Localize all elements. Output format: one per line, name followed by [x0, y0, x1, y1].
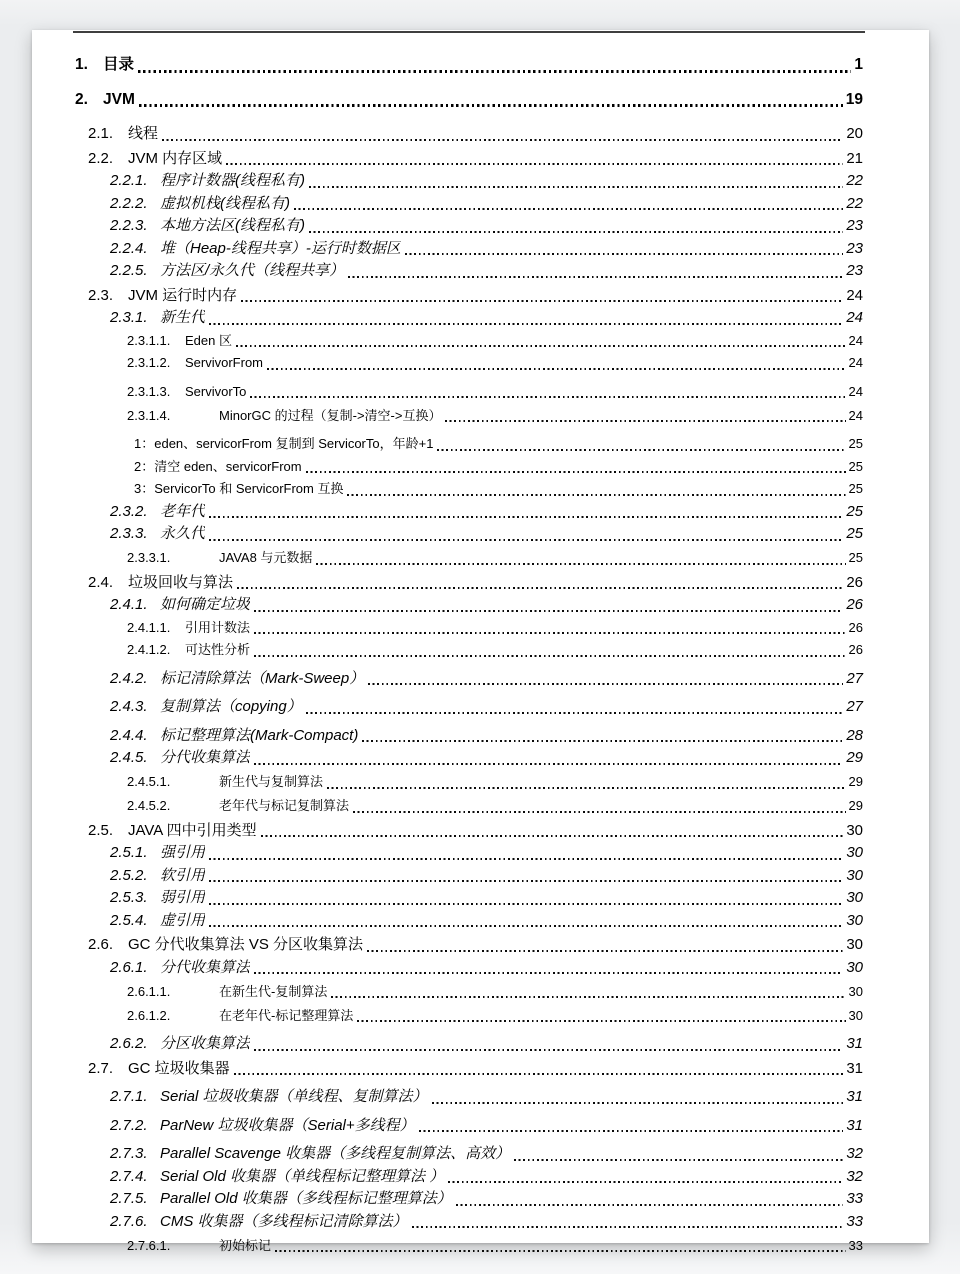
toc-entry[interactable] [32, 238, 929, 261]
toc-entry-number: 2.7.6.1. [127, 1237, 171, 1253]
toc-entry-number: 2.3.3. [110, 525, 148, 542]
dot-leader [368, 683, 843, 685]
toc-entry-label: 垃圾回收与算法 [128, 573, 234, 591]
toc-entry-label: GC 垃圾收集器 [128, 1059, 230, 1077]
toc-entry-page-number: 27 [846, 698, 863, 715]
toc-entry[interactable] [32, 193, 929, 216]
toc-entry-page-number: 1 [854, 56, 863, 73]
toc-entry-label: 线程 [128, 125, 159, 142]
toc-entry[interactable] [32, 1033, 929, 1056]
toc-entry[interactable] [32, 887, 929, 910]
toc-entry-page-number: 25 [848, 481, 863, 496]
toc-entry-number: 2.3.1. [110, 309, 148, 326]
toc-entry-number: 2.5.1. [110, 844, 148, 861]
toc-entry-page-number: 24 [848, 383, 863, 399]
toc-entry-label: 虚引用 [160, 911, 206, 929]
toc-entry-label: Serial 垃圾收集器（单线程、复制算法） [160, 1088, 428, 1105]
toc-entry-label: 分区收集算法 [160, 1035, 251, 1052]
toc-entry[interactable] [32, 771, 929, 794]
toc-entry-number: 2.3.1.2. [127, 355, 171, 370]
toc-entry-page-number: 27 [846, 669, 863, 687]
toc-entry-number: 2.5.2. [110, 866, 148, 884]
toc-entry-label: 本地方法区(线程私有) [160, 217, 305, 234]
toc-entry-page-number: 30 [846, 911, 863, 929]
toc-entry[interactable] [32, 1143, 929, 1166]
toc-entry-number: 2.3.1.1. [127, 332, 171, 348]
dot-leader [254, 1049, 843, 1051]
dot-leader [209, 858, 843, 860]
toc-entry-page-number: 31 [846, 1035, 863, 1052]
toc-entry-page-number: 32 [846, 1145, 863, 1162]
toc-entry-number: 2.5.4. [110, 911, 148, 929]
toc-entry-label: 3：ServicorTo 和 ServicorFrom 互换 [134, 481, 344, 496]
toc-entry-label: 标记清除算法（Mark-Sweep） [160, 669, 365, 687]
dot-leader [294, 208, 843, 210]
dot-leader [367, 950, 843, 952]
toc-entry-page-number: 26 [848, 619, 863, 635]
toc-entry-number: 2.4.5.2. [127, 798, 171, 813]
toc-entry-label: GC 分代收集算法 VS 分区收集算法 [128, 936, 364, 953]
toc-entry-label: Parallel Old 收集器（多线程标记整理算法） [160, 1190, 452, 1207]
toc-entry-number: 2.2.5. [110, 262, 148, 279]
toc-entry-number: 2.4.4. [110, 726, 148, 744]
dot-leader [261, 835, 844, 837]
toc-entry-page-number: 29 [846, 749, 863, 766]
toc-entry-page-number: 30 [848, 1007, 863, 1023]
toc-entry[interactable] [32, 865, 929, 888]
toc-entry[interactable] [32, 352, 929, 375]
toc-entry-label: ParNew 垃圾收集器（Serial+多线程） [160, 1116, 415, 1134]
toc-entry-label: 标记整理算法(Mark-Compact) [160, 726, 359, 744]
toc-entry-label: JVM 内存区域 [128, 149, 223, 167]
toc-entry-label: JAVA 四中引用类型 [128, 821, 257, 839]
toc-entry-page-number: 30 [848, 983, 863, 999]
dot-leader [309, 186, 843, 188]
toc-entry-label: CMS 收集器（多线程标记清除算法） [160, 1212, 408, 1230]
dot-leader [348, 276, 843, 278]
toc-entry-label: 老年代与标记复制算法 [219, 798, 350, 813]
toc-entry[interactable] [32, 285, 929, 308]
toc-entry[interactable] [32, 617, 929, 640]
dot-leader [209, 516, 843, 518]
dot-leader [357, 1020, 845, 1022]
toc-entry-page-number: 32 [846, 1167, 863, 1185]
toc-entry-label: Parallel Scavenge 收集器（多线程复制算法、高效） [160, 1145, 511, 1162]
toc-entry-number: 2.3.1.4. [127, 407, 171, 423]
toc-entry[interactable] [32, 1058, 929, 1081]
toc-entry-number: 2.7.5. [110, 1190, 148, 1207]
toc-entry-page-number: 31 [846, 1116, 863, 1134]
toc-entry-page-number: 29 [848, 774, 863, 789]
toc-entry-number: 2.7.6. [110, 1212, 148, 1230]
toc-entry-label: 可达性分析 [185, 642, 251, 657]
toc-entry-page-number: 33 [846, 1212, 863, 1230]
toc-entry-page-number: 30 [846, 958, 863, 976]
toc-entry-label: 分代收集算法 [160, 958, 251, 976]
dot-leader [412, 1226, 844, 1228]
toc-entry-number: 2.2. [88, 149, 114, 167]
dot-leader [209, 880, 843, 882]
toc-entry-label: 在新生代-复制算法 [219, 983, 328, 999]
dot-leader [138, 70, 851, 73]
toc-entry-page-number: 25 [846, 502, 863, 520]
dot-leader [162, 139, 843, 141]
toc-entry[interactable] [32, 1086, 929, 1109]
toc-entry[interactable] [32, 260, 929, 283]
toc-entry-label: 方法区/永久代（线程共享） [160, 262, 345, 279]
toc-entry-page-number: 24 [848, 355, 863, 370]
toc-entry-page-number: 28 [846, 726, 863, 744]
dot-leader [437, 449, 845, 451]
toc-entry-number: 2.7.1. [110, 1088, 148, 1105]
toc-entry[interactable] [32, 307, 929, 330]
toc-entry-label: 引用计数法 [185, 619, 251, 635]
toc-entry[interactable] [32, 523, 929, 546]
toc-entry-page-number: 25 [848, 550, 863, 565]
dot-leader [514, 1159, 843, 1161]
toc-entry-number: 2.4.1.2. [127, 642, 171, 657]
toc-entry[interactable] [32, 747, 929, 770]
toc-entry[interactable] [32, 934, 929, 957]
toc-entry-page-number: 20 [846, 125, 863, 142]
toc-entry[interactable] [32, 54, 929, 77]
toc-entry[interactable] [32, 123, 929, 146]
dot-leader [316, 563, 845, 565]
toc-entry-number: 2.3. [88, 286, 114, 304]
toc-entry-label: Eden 区 [185, 332, 232, 348]
dot-leader [254, 763, 843, 765]
dot-leader [209, 903, 843, 905]
toc-entry-number: 2.7. [88, 1059, 114, 1077]
toc-entry-page-number: 33 [846, 1190, 863, 1207]
toc-entry-number: 2.1. [88, 125, 114, 142]
toc-entry-page-number: 19 [845, 90, 863, 108]
toc-entry-page-number: 30 [846, 889, 863, 906]
toc-entry-page-number: 25 [848, 458, 863, 474]
toc-entry-label: 强引用 [160, 844, 206, 861]
toc-entry-page-number: 24 [846, 286, 863, 304]
dot-leader [250, 396, 845, 398]
toc-entry[interactable] [32, 981, 929, 1004]
toc-entry[interactable] [32, 795, 929, 818]
toc-entry[interactable] [32, 668, 929, 691]
toc-entry-label: 程序计数器(线程私有) [160, 172, 305, 189]
toc-entry-number: 1. [75, 56, 88, 73]
dot-leader [254, 972, 843, 974]
dot-leader [254, 610, 843, 612]
toc-entry-number: 2. [75, 90, 88, 108]
toc-entry-number: 2.7.3. [110, 1145, 148, 1162]
toc-entry-label: ServivorTo [185, 383, 247, 399]
toc-entry-number: 2.2.2. [110, 194, 148, 212]
toc-entry-label: 软引用 [160, 866, 206, 884]
toc-entry-number: 2.6.2. [110, 1035, 148, 1052]
toc-entry-label: 在老年代-标记整理算法 [219, 1007, 354, 1023]
toc-entry-label: 复制算法（copying） [160, 698, 302, 715]
toc-entry-number: 2.4. [88, 573, 114, 591]
toc-entry[interactable] [32, 820, 929, 843]
toc-entry-page-number: 30 [846, 936, 863, 953]
toc-entry-label: 弱引用 [160, 889, 206, 906]
toc-entry-label: 老年代 [160, 502, 206, 520]
dot-leader [254, 632, 846, 634]
toc-entry-label: 堆（Heap-线程共享）-运行时数据区 [160, 239, 401, 257]
toc-entry-page-number: 24 [846, 309, 863, 326]
dot-leader [209, 539, 843, 541]
toc-entry-page-number: 26 [846, 573, 863, 591]
toc-entry-page-number: 24 [848, 407, 863, 423]
toc-entry-label: 新生代 [160, 309, 206, 326]
dot-leader [209, 323, 843, 325]
toc-entry-number: 2.5. [88, 821, 114, 839]
dot-leader [353, 811, 846, 813]
toc-entry-page-number: 30 [846, 821, 863, 839]
toc-entry[interactable] [32, 148, 929, 171]
toc-entry[interactable] [32, 842, 929, 865]
dot-leader [226, 163, 843, 165]
toc-entry[interactable] [32, 330, 929, 353]
dot-leader [236, 345, 846, 347]
toc-entry-number: 2.6.1.1. [127, 983, 171, 999]
toc-entry-number: 2.6. [88, 936, 114, 953]
document-page [32, 30, 929, 1253]
toc-entry-label: 虚拟机栈(线程私有) [160, 194, 290, 212]
toc-entry[interactable] [32, 572, 929, 595]
dot-leader [309, 231, 843, 233]
dot-leader [275, 1250, 846, 1252]
toc-entry-number: 2.4.5.1. [127, 774, 171, 789]
toc-entry-number: 2.7.4. [110, 1167, 148, 1185]
toc-entry-page-number: 25 [846, 525, 863, 542]
dot-leader [234, 1073, 844, 1075]
toc-entry-label: JAVA8 与元数据 [219, 550, 313, 565]
toc-entry-page-number: 23 [846, 217, 863, 234]
dot-leader [139, 104, 843, 107]
toc-entry-label: 初始标记 [219, 1237, 272, 1253]
toc-entry-page-number: 31 [846, 1059, 863, 1077]
dot-leader [419, 1130, 844, 1132]
toc-entry-label: 2：清空 eden、servicorFrom [134, 458, 302, 474]
toc-entry-page-number: 31 [846, 1088, 863, 1105]
toc-entry-page-number: 23 [846, 239, 863, 257]
toc-entry[interactable] [32, 725, 929, 748]
toc-entry[interactable] [32, 547, 929, 570]
toc-entry-number: 2.2.3. [110, 217, 148, 234]
dot-leader [347, 494, 845, 496]
toc-list [32, 44, 929, 1259]
dot-leader [237, 587, 843, 589]
toc-entry[interactable] [32, 381, 929, 404]
toc-entry[interactable] [32, 215, 929, 238]
toc-entry[interactable] [32, 1211, 929, 1234]
toc-entry[interactable] [32, 89, 929, 112]
toc-entry[interactable] [32, 594, 929, 617]
toc-entry-number: 2.2.1. [110, 172, 148, 189]
dot-leader [331, 996, 845, 998]
toc-entry[interactable] [32, 1235, 929, 1258]
toc-entry-number: 2.2.4. [110, 239, 148, 257]
toc-entry[interactable] [32, 639, 929, 662]
toc-entry-page-number: 22 [846, 194, 863, 212]
toc-entry[interactable] [32, 957, 929, 980]
toc-entry-label: Serial Old 收集器（单线程标记整理算法 ） [160, 1167, 445, 1185]
toc-entry-label: 目录 [103, 56, 135, 73]
dot-leader [405, 253, 843, 255]
toc-entry-page-number: 25 [848, 436, 863, 451]
dot-leader [448, 1181, 843, 1183]
toc-entry-label: 永久代 [160, 525, 206, 542]
toc-entry[interactable] [32, 1115, 929, 1138]
toc-entry[interactable] [32, 1188, 929, 1211]
toc-entry-number: 2.7.2. [110, 1116, 148, 1134]
toc-entry-page-number: 21 [846, 149, 863, 167]
dot-leader [209, 925, 843, 927]
toc-entry-number: 2.3.2. [110, 502, 148, 520]
toc-entry[interactable] [32, 478, 929, 501]
toc-entry-page-number: 26 [848, 642, 863, 657]
toc-entry[interactable] [32, 501, 929, 524]
toc-entry-page-number: 23 [846, 262, 863, 279]
toc-entry[interactable] [32, 456, 929, 479]
toc-entry-number: 2.4.1.1. [127, 619, 171, 635]
toc-entry-page-number: 30 [846, 844, 863, 861]
toc-entry-page-number: 29 [848, 798, 863, 813]
toc-entry-number: 2.6.1.2. [127, 1007, 171, 1023]
toc-entry-page-number: 22 [846, 172, 863, 189]
toc-entry-label: MinorGC 的过程（复制->清空->互换） [219, 407, 442, 423]
toc-entry-number: 2.4.2. [110, 669, 148, 687]
dot-leader [456, 1204, 844, 1206]
dot-leader [306, 712, 844, 714]
toc-entry[interactable] [32, 170, 929, 193]
toc-entry-page-number: 26 [846, 596, 863, 613]
toc-entry[interactable] [32, 1005, 929, 1028]
dot-leader [267, 368, 846, 370]
toc-entry-number: 2.4.5. [110, 749, 148, 766]
toc-entry-number: 2.3.1.3. [127, 383, 171, 399]
toc-entry[interactable] [32, 405, 929, 428]
toc-entry-page-number: 33 [848, 1237, 863, 1253]
header-rule [73, 31, 865, 33]
dot-leader [306, 471, 846, 473]
dot-leader [327, 787, 846, 789]
toc-entry-number: 2.4.3. [110, 698, 148, 715]
dot-leader [254, 655, 846, 657]
toc-entry-number: 2.3.3.1. [127, 550, 171, 565]
toc-entry-label: 分代收集算法 [160, 749, 251, 766]
toc-entry-label: 新生代与复制算法 [219, 774, 324, 789]
dot-leader [432, 1102, 844, 1104]
dot-leader [241, 300, 843, 302]
toc-entry-label: JVM 运行时内存 [128, 286, 238, 304]
toc-entry-number: 2.5.3. [110, 889, 148, 906]
toc-entry[interactable] [32, 1166, 929, 1189]
toc-entry-number: 2.4.1. [110, 596, 148, 613]
dot-leader [445, 420, 845, 422]
toc-entry-label: 1：eden、servicorFrom 复制到 ServicorTo，年龄+1 [134, 436, 434, 451]
toc-entry-number: 2.6.1. [110, 958, 148, 976]
toc-entry[interactable] [32, 433, 929, 456]
dot-leader [362, 740, 843, 742]
toc-entry-page-number: 24 [848, 332, 863, 348]
toc-entry-label: ServivorFrom [185, 355, 264, 370]
toc-entry-label: 如何确定垃圾 [160, 596, 251, 613]
toc-entry[interactable] [32, 910, 929, 933]
toc-entry-label: JVM [103, 90, 135, 108]
toc-entry[interactable] [32, 696, 929, 719]
toc-entry-page-number: 30 [846, 866, 863, 884]
